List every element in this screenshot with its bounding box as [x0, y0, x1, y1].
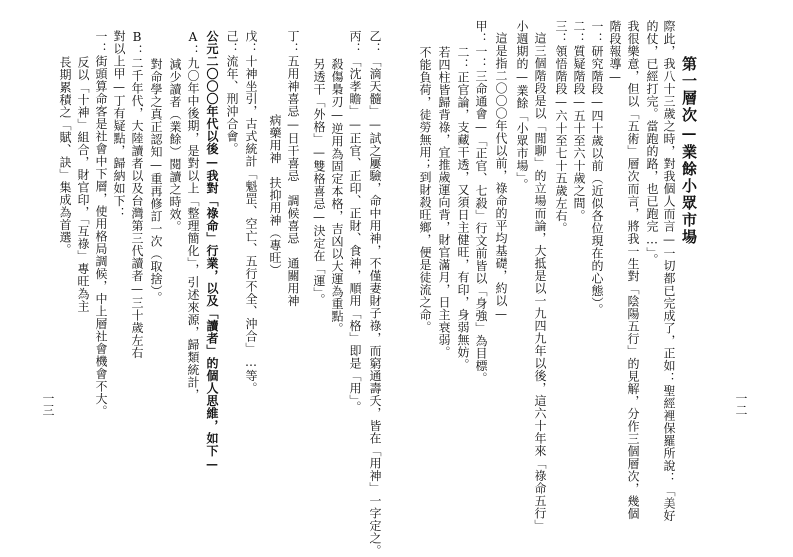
right-text-col-3: 我很樂意，但以「五術」層次而言，將我一生對「陰陽五行」的見解，分作三個層次，幾個	[626, 20, 640, 520]
left-text-col-17: 長期累積之「賦、訣」集成為首選。	[58, 56, 72, 256]
left-text-col-5: 丁：五用神喜忌—日干喜忌 調候喜忌 通關用神	[286, 30, 300, 307]
right-text-col-2: 的仗，已經打完。當跑的路，也已跑完…」。	[645, 20, 659, 266]
left-text-col-15: 一：街頭算命客是社會中下層，使用格局調候，中上層社會機會不大。	[94, 30, 108, 418]
left-text-col-13: B：二千年代，大陸讀者以及台灣第三代讀者—三十歲左右	[130, 30, 144, 359]
left-text-col-12: 對命學之真正認知—重再修訂一次（取捨）。	[149, 58, 163, 304]
right-text-col-8: 這三個階段是以「閒聊」的立場而論，大抵是以一九四九年以後，這六十年來「祿命五行」	[533, 32, 547, 532]
left-text-col-3: 殺傷梟刃—逆用為固定本格，吉凶以大運為重點。	[330, 58, 344, 335]
left-page-number: 一三	[41, 392, 55, 416]
left-text-col-9: 公元二〇〇〇年代以後—我對「祿命」行業，以及「讀者」的個人思維，如下—	[205, 30, 219, 472]
right-text-col-13: 若四柱皆歸背祿，宜推歲運向背，財官滿月，日主衰弱。	[437, 46, 451, 359]
right-text-col-14: 不能負荷，徒勞無用；到財殺旺鄉，便是徒流之命。	[418, 46, 432, 334]
left-text-col-6: 病藥用神 扶抑用神（專旺）	[268, 114, 282, 277]
left-text-col-10: A：九〇年中後期，是對以上「整理簡化」，引述來源，歸類統計，	[186, 30, 200, 401]
left-text-col-8: 己：流年、刑沖合會。	[225, 30, 239, 155]
right-text-col-11: 甲：一：三命通會—「正官、七殺」行文前皆以「身強」為目標。	[474, 20, 488, 385]
right-text-col-10: 這是指二〇〇〇年代以前，祿命的平均基礎，約以—	[494, 32, 508, 322]
right-page-number: 一二	[734, 392, 748, 416]
left-text-col-7: 戊：十神坐引，古式統計「魁罡、空亡、五行不全、沖合」…等。	[244, 30, 258, 395]
right-text-col-1: 際此，我八十三歲之時，對我個人而言—一切都已完成了，正如：聖經裡保羅所說：「美好	[662, 20, 676, 522]
right-text-col-9: 小週期的—業餘「小眾市場」。	[515, 20, 529, 191]
left-text-col-1: 乙：「滴天髓」—試之屢驗，命中用神，不僅妻財子祿，而窮通壽夭，皆在「用神」一字定之。	[368, 30, 382, 557]
right-page-title: 第一層次—業餘小眾市場	[680, 56, 698, 246]
left-text-col-2: 丙：「沈孝瞻」—正官、正印、正財、食神，順用「格」即是「用」。	[348, 30, 362, 414]
left-text-col-16: 反以「十神」組合，財官印，「互祿」專旺為主	[76, 56, 90, 313]
left-text-col-14: 對以上甲—丁有疑點，歸納如下：	[112, 30, 126, 220]
left-text-col-11: 減少讀者（業餘）閱讀之時效。	[168, 58, 182, 233]
left-text-col-4: 另透干「外格」—雙格喜忌—決定在「運」。	[312, 58, 326, 306]
right-text-col-7: 三：領悟階段—六十至七十五歲左右。	[554, 20, 568, 235]
right-text-col-4: 階段報導—	[608, 20, 622, 85]
right-text-col-12: 二：正官論，支藏干透，又須日主健旺，有印，身弱無妨。	[456, 46, 470, 371]
right-text-col-5: 一：研究階段—四十歲以前（近似各位現在的心態）。	[590, 20, 604, 316]
right-text-col-6: 二：質疑階段—五十至六十歲之間。	[572, 20, 586, 222]
binding-edge-marks	[0, 0, 14, 554]
